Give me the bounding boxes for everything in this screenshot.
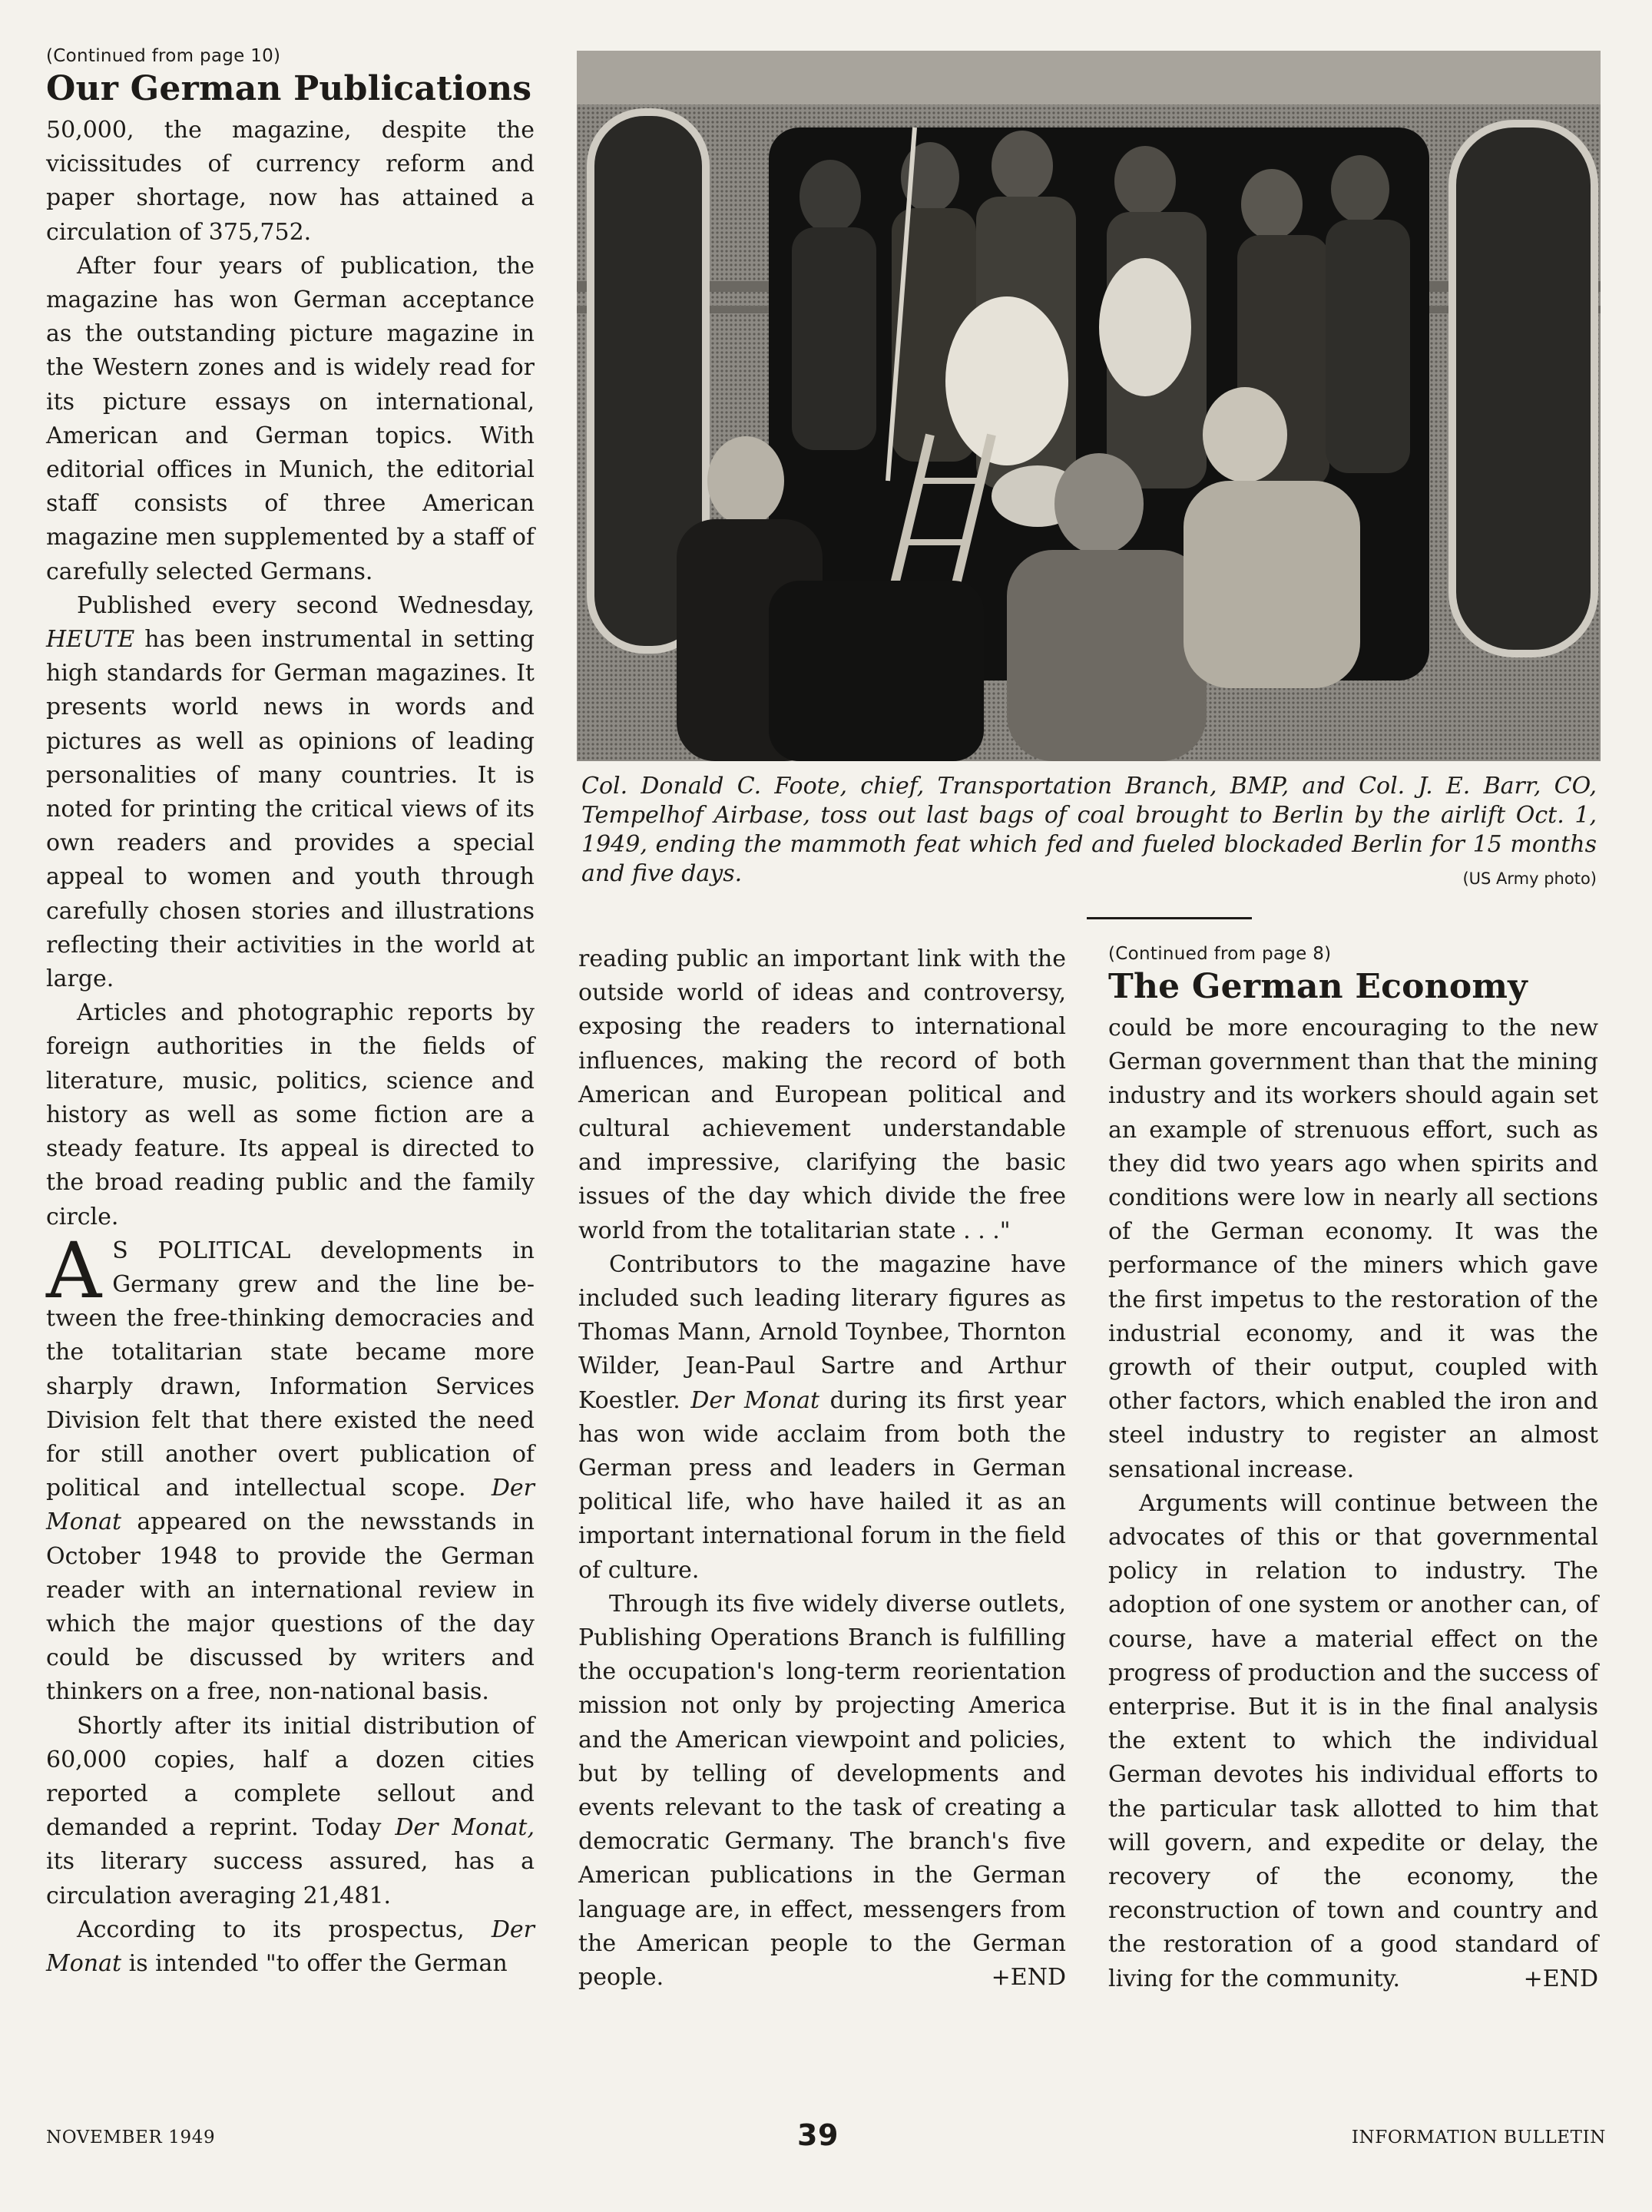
publication-title: Der Monat <box>46 1916 535 1977</box>
end-mark: +END <box>1523 1965 1598 1992</box>
paragraph: Shortly after its initial distribution of 60,000 copies, half a dozen cities reported a complete sellout and demanded a reprint. Today Der Monat, its literary success assured, has a circulation averaging 21,481. <box>46 1712 535 1909</box>
drop-cap: A <box>46 1225 102 1316</box>
left-column <box>46 45 535 1981</box>
paragraph: Through its five widely diverse outlets, Publishing Operations Branch is fulfilling the occupation's long-term reorientation mission not only by projecting America and the American viewpoint and policies, but by telling of developments and events relevant to the task of creating a democratic Germany. The branch's five American publications in the German language are, in effect, messengers from the American people to the German people. +END <box>578 1588 1066 1995</box>
end-mark: +END <box>991 1964 1066 1992</box>
publication-title: HEUTE <box>46 626 135 654</box>
continued-note: (Continued from page 10) <box>46 46 281 66</box>
paragraph: A S POLITICAL developments in Germany grew and the line between the free-thinking democracies and the totalitarian state became more sharply drawn, Information Services Division felt that there existed the need for still another overt publication of political and intellectual scope. Der Monat appeared on the newsstands in October 1948 to provide the German reader with an international review in which the major questions of the day could be discussed by writers and thinkers on a free, non-national basis. <box>46 1225 535 1706</box>
publication-title: Der Monat, <box>395 1814 535 1842</box>
paragraph: Articles and photographic reports by foreign authorities in the fields of literature, music, politics, science and history as well as some fiction are a steady feature. Its appeal is directed to the broad reading public and the family circle. <box>46 999 535 1230</box>
photo-credit: (US Army photo) <box>1462 869 1597 888</box>
airlift-photo <box>577 51 1601 761</box>
divider-rule <box>1087 917 1252 919</box>
photo-caption <box>581 772 1597 893</box>
paragraph: 50,000, the magazine, despite the vicissitudes of currency reform and paper shortage, now has attained a circulation of 375,752. <box>46 117 535 246</box>
publication-title: Der Monat <box>690 1386 820 1414</box>
footer-publication: INFORMATION BULLETIN <box>1351 2128 1606 2147</box>
airlift-photo-illustration <box>577 51 1601 761</box>
caption-text: Col. Donald C. Foote, chief, Transportation Branch, BMP, and Col. J. E. Barr, CO, Tempelhof Airbase, toss out last bags of coal brought to Berlin by the airlift Oct. 1, 1949, ending the mammoth feat which fed and fueled blockaded Berlin for 15 months and five days. <box>581 773 1597 887</box>
paragraph: Arguments will continue between the advocates of this or that governmental policy in relation to industry. The adoption of one system or another can, of course, have a material effect on the progress of production and the success of enterprise. But it is in the final analysis the extent to which the individual German devotes his individual efforts to the particular task allotted to him that will govern, and expedite or delay, the recovery of the economy, the reconstruction of town and country and the restoration of a good standard of living for the community. +END <box>1108 1487 1598 1996</box>
paragraph: According to its prospectus, Der Monat is intended "to offer the German <box>46 1916 535 1977</box>
paragraph: reading public an important link with the outside world of ideas and controversy, exposing the readers to international influences, making the record of both American and European political and cultural achievement understandable and impressive, clarifying the basic issues of the day which divide the free world from the totalitarian state . . ." <box>578 945 1066 1244</box>
footer-date: NOVEMBER 1949 <box>46 2128 216 2147</box>
page-number: 39 <box>796 2118 839 2152</box>
paragraph: After four years of publication, the magazine has won German acceptance as the outstanding picture magazine in the Western zones and is widely read for its picture essays on international, American and German topics. With editorial offices in Munich, the editorial staff consists of three American magazine men supplemented by a staff of carefully selected Germans. <box>46 252 535 585</box>
article-headline: The German Economy <box>1108 967 1528 1006</box>
right-column <box>1108 942 1598 1996</box>
continued-note: (Continued from page 8) <box>1108 944 1332 964</box>
paragraph: Contributors to the magazine have included such leading literary figures as Thomas Mann, Arnold Toynbee, Thornton Wilder, Jean-Paul Sartre and Arthur Koestler. Der Monat during its first year has won wide acclaim from both the German press and leaders in German political life, who have hailed it as an important international forum in the field of culture. <box>578 1250 1067 1584</box>
publication-title: Der Monat <box>46 1475 535 1536</box>
middle-column <box>578 942 1066 1995</box>
paragraph: could be more encouraging to the new German government than that the mining industry and its workers should again set an example of strenuous effort, such as they did two years ago when spirits and conditions were low in nearly all sections of the German economy. It was the performance of the miners which gave the first impetus to the restoration of the industrial economy, and it was the growth of their output, coupled with other factors, which enabled the iron and steel industry to register an almost sensational increase. <box>1108 1015 1598 1483</box>
paragraph: Published every second Wednesday, HEUTE has been instrumental in setting high standards for German magazines. It presents world news in words and pictures as well as opinions of leading personalities of many countries. It is noted for printing the critical views of its own readers and provides a special appeal to women and youth through carefully chosen stories and illustrations reflecting their activities in the world at large. <box>46 591 535 993</box>
article-headline: Our German Publications <box>46 69 532 108</box>
